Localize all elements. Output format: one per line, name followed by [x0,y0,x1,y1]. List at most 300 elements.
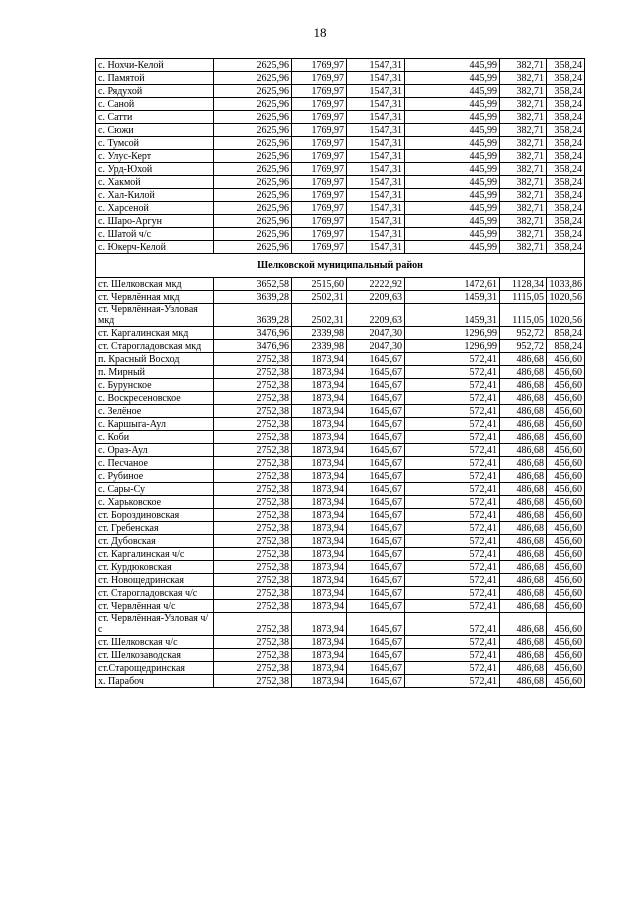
tariff-value-col-4: 1459,31 [405,304,500,327]
table-row [96,431,585,444]
tariff-value-col-4: 572,41 [405,522,500,535]
settlement-name: ст. Каргалинская мкд [96,327,214,340]
table-row [96,561,585,574]
tariff-value-col-1: 2752,38 [214,444,292,457]
tariff-value-col-2: 2502,31 [292,291,347,304]
settlement-name: ст.Старощедринская [96,662,214,675]
tariff-value-col-3: 1645,67 [347,649,405,662]
tariff-value-col-3: 2222,92 [347,278,405,291]
tariff-value-col-6: 456,60 [547,366,585,379]
tariff-value-col-3: 2047,30 [347,340,405,353]
tariff-value-col-4: 572,41 [405,675,500,688]
tariff-value-col-1: 2625,96 [214,150,292,163]
tariff-value-col-3: 1645,67 [347,561,405,574]
tariff-value-col-5: 486,68 [500,636,547,649]
tariff-value-col-4: 572,41 [405,444,500,457]
tariff-value-col-1: 2625,96 [214,241,292,254]
tariff-value-col-2: 1873,94 [292,418,347,431]
tariff-value-col-6: 358,24 [547,98,585,111]
table-row [96,189,585,202]
tariff-value-col-5: 486,68 [500,587,547,600]
tariff-value-col-6: 358,24 [547,111,585,124]
settlement-name: ст. Курдюковская [96,561,214,574]
tariff-value-col-2: 1873,94 [292,548,347,561]
table-row [96,215,585,228]
tariff-value-col-4: 572,41 [405,483,500,496]
tariff-value-col-6: 456,60 [547,561,585,574]
table-row [96,353,585,366]
tariff-value-col-2: 1873,94 [292,379,347,392]
tariff-value-col-3: 1645,67 [347,496,405,509]
tariff-value-col-5: 486,68 [500,418,547,431]
tariff-value-col-3: 1645,67 [347,636,405,649]
tariff-value-col-3: 1645,67 [347,587,405,600]
tariff-value-col-6: 456,60 [547,636,585,649]
tariff-value-col-2: 1873,94 [292,561,347,574]
tariff-value-col-6: 456,60 [547,457,585,470]
tariff-value-col-3: 1645,67 [347,522,405,535]
table-row [96,636,585,649]
tariff-value-col-4: 445,99 [405,59,500,72]
tariff-value-col-1: 2752,38 [214,600,292,613]
settlement-name: с. Рядухой [96,85,214,98]
tariff-value-col-6: 456,60 [547,431,585,444]
tariff-value-col-6: 456,60 [547,379,585,392]
tariff-value-col-5: 486,68 [500,470,547,483]
tariff-value-col-4: 572,41 [405,548,500,561]
tariff-value-col-3: 1645,67 [347,470,405,483]
table-row [96,649,585,662]
settlement-name: с. Зелёное [96,405,214,418]
tariff-value-col-6: 456,60 [547,496,585,509]
tariff-value-col-2: 2502,31 [292,304,347,327]
tariff-value-col-4: 445,99 [405,98,500,111]
tariff-value-col-4: 445,99 [405,215,500,228]
table-row [96,600,585,613]
tariff-value-col-1: 2752,38 [214,662,292,675]
tariff-value-col-3: 1645,67 [347,444,405,457]
settlement-name: с. Юкерч-Келой [96,241,214,254]
tariff-value-col-2: 2339,98 [292,327,347,340]
tariff-value-col-4: 445,99 [405,85,500,98]
tariff-value-col-3: 1547,31 [347,111,405,124]
tariff-value-col-6: 358,24 [547,150,585,163]
tariff-value-col-4: 572,41 [405,535,500,548]
tariff-value-col-3: 1645,67 [347,675,405,688]
tariff-value-col-3: 1547,31 [347,124,405,137]
settlement-name: ст. Червлённая-Узловая мкд [96,304,214,327]
tariff-value-col-6: 358,24 [547,72,585,85]
tariff-value-col-1: 2625,96 [214,59,292,72]
tariff-value-col-1: 2752,38 [214,509,292,522]
tariff-value-col-2: 1769,97 [292,241,347,254]
tariff-value-col-1: 2752,38 [214,405,292,418]
settlement-name: ст. Староглaдовская мкд [96,340,214,353]
tariff-value-col-6: 358,24 [547,124,585,137]
tariff-value-col-3: 1547,31 [347,241,405,254]
tariff-value-col-1: 3476,96 [214,327,292,340]
table-row [96,176,585,189]
tariff-value-col-5: 382,71 [500,189,547,202]
table-row [96,483,585,496]
tariff-value-col-4: 572,41 [405,496,500,509]
tariff-value-col-3: 1547,31 [347,72,405,85]
table-row [96,98,585,111]
tariff-value-col-3: 1547,31 [347,85,405,98]
tariff-value-col-4: 1459,31 [405,291,500,304]
tariff-value-col-1: 3476,96 [214,340,292,353]
tariff-value-col-4: 572,41 [405,600,500,613]
table-row [96,85,585,98]
tariff-value-col-2: 1769,97 [292,137,347,150]
tariff-value-col-6: 456,60 [547,405,585,418]
table-row [96,392,585,405]
tariff-value-col-3: 1645,67 [347,431,405,444]
tariff-value-col-5: 382,71 [500,85,547,98]
tariff-value-col-4: 572,41 [405,587,500,600]
tariff-value-col-5: 382,71 [500,163,547,176]
settlement-name: ст. Новощедринская [96,574,214,587]
tariff-value-col-6: 456,60 [547,392,585,405]
tariff-value-col-1: 2752,38 [214,636,292,649]
tariff-value-col-5: 486,68 [500,509,547,522]
tariff-value-col-6: 456,60 [547,613,585,636]
table-row [96,72,585,85]
tariff-value-col-1: 2625,96 [214,202,292,215]
tariff-value-col-6: 456,60 [547,353,585,366]
settlement-name: х. Парабоч [96,675,214,688]
tariff-value-col-6: 358,24 [547,59,585,72]
tariff-value-col-4: 445,99 [405,163,500,176]
tariff-value-col-3: 1547,31 [347,228,405,241]
settlement-name: с. Воскресеновское [96,392,214,405]
tariff-value-col-6: 456,60 [547,418,585,431]
tariff-value-col-6: 358,24 [547,137,585,150]
tariff-value-col-5: 486,68 [500,405,547,418]
tariff-value-col-1: 2625,96 [214,85,292,98]
tariff-value-col-2: 1873,94 [292,649,347,662]
tariff-value-col-3: 1645,67 [347,535,405,548]
tariff-value-col-2: 1769,97 [292,228,347,241]
tariff-table [95,58,585,688]
tariff-value-col-6: 358,24 [547,85,585,98]
tariff-value-col-5: 382,71 [500,98,547,111]
tariff-value-col-2: 1873,94 [292,470,347,483]
tariff-value-col-6: 1020,56 [547,304,585,327]
settlement-name: с. Харьковское [96,496,214,509]
tariff-value-col-5: 382,71 [500,202,547,215]
tariff-value-col-6: 1020,56 [547,291,585,304]
tariff-value-col-5: 486,68 [500,574,547,587]
tariff-value-col-5: 382,71 [500,176,547,189]
tariff-value-col-2: 1873,94 [292,587,347,600]
tariff-value-col-6: 456,60 [547,675,585,688]
tariff-value-col-2: 1873,94 [292,675,347,688]
table-row [96,548,585,561]
tariff-value-col-5: 486,68 [500,662,547,675]
tariff-value-col-1: 2625,96 [214,176,292,189]
settlement-name: с. Памятой [96,72,214,85]
tariff-value-col-1: 2625,96 [214,98,292,111]
tariff-value-col-1: 3652,58 [214,278,292,291]
tariff-value-col-4: 1296,99 [405,327,500,340]
tariff-value-col-1: 3639,28 [214,291,292,304]
tariff-value-col-3: 1547,31 [347,202,405,215]
table-row [96,137,585,150]
tariff-value-col-3: 1547,31 [347,59,405,72]
tariff-value-col-5: 382,71 [500,150,547,163]
tariff-value-col-3: 1645,67 [347,353,405,366]
tariff-value-col-5: 486,68 [500,444,547,457]
settlement-name: ст. Червлённая ч/с [96,600,214,613]
tariff-value-col-2: 1769,97 [292,111,347,124]
tariff-value-col-1: 2625,96 [214,137,292,150]
tariff-value-col-6: 456,60 [547,509,585,522]
tariff-value-col-1: 2752,38 [214,535,292,548]
tariff-value-col-2: 1873,94 [292,457,347,470]
tariff-value-col-1: 2752,38 [214,457,292,470]
tariff-value-col-3: 1547,31 [347,215,405,228]
tariff-value-col-3: 1547,31 [347,137,405,150]
tariff-value-col-3: 1645,67 [347,613,405,636]
section-title: Шелковской муниципальный район [96,254,585,278]
tariff-value-col-6: 858,24 [547,327,585,340]
table-row [96,304,585,327]
tariff-value-col-1: 2752,38 [214,548,292,561]
tariff-value-col-1: 2752,38 [214,392,292,405]
tariff-value-col-1: 2752,38 [214,431,292,444]
tariff-value-col-5: 382,71 [500,59,547,72]
tariff-value-col-4: 572,41 [405,636,500,649]
tariff-value-col-3: 1645,67 [347,600,405,613]
tariff-value-col-5: 382,71 [500,228,547,241]
table-row [96,327,585,340]
table-row [96,405,585,418]
tariff-value-col-3: 2209,63 [347,291,405,304]
tariff-value-col-1: 2752,38 [214,366,292,379]
tariff-value-col-5: 486,68 [500,548,547,561]
tariff-value-col-6: 1033,86 [547,278,585,291]
tariff-value-col-4: 445,99 [405,241,500,254]
tariff-value-col-1: 2752,38 [214,496,292,509]
tariff-value-col-5: 952,72 [500,340,547,353]
tariff-value-col-2: 1873,94 [292,535,347,548]
settlement-name: с. Рубиное [96,470,214,483]
tariff-value-col-1: 2752,38 [214,587,292,600]
tariff-value-col-2: 1873,94 [292,496,347,509]
tariff-value-col-1: 2752,38 [214,675,292,688]
tariff-value-col-2: 1769,97 [292,150,347,163]
tariff-value-col-2: 1769,97 [292,72,347,85]
table-row [96,675,585,688]
tariff-value-col-6: 456,60 [547,600,585,613]
table-row [96,522,585,535]
settlement-name: ст. Гребенская [96,522,214,535]
tariff-value-col-4: 572,41 [405,509,500,522]
settlement-name: с. Шаро-Аргун [96,215,214,228]
table-row [96,340,585,353]
settlement-name: с. Коби [96,431,214,444]
tariff-value-col-4: 445,99 [405,150,500,163]
tariff-value-col-2: 2339,98 [292,340,347,353]
settlement-name: с. Песчаное [96,457,214,470]
settlement-name: с. Хакмой [96,176,214,189]
table-row [96,241,585,254]
table-row [96,509,585,522]
tariff-value-col-3: 1645,67 [347,379,405,392]
tariff-value-col-3: 1645,67 [347,392,405,405]
tariff-value-col-2: 1873,94 [292,405,347,418]
tariff-value-col-2: 1873,94 [292,444,347,457]
tariff-value-col-6: 456,60 [547,649,585,662]
settlement-name: с. Ораз-Аул [96,444,214,457]
table-row [96,124,585,137]
tariff-value-col-5: 1128,34 [500,278,547,291]
settlement-name: с. Саной [96,98,214,111]
tariff-value-col-2: 1769,97 [292,85,347,98]
table-row [96,291,585,304]
settlement-name: ст. Шелковская мкд [96,278,214,291]
tariff-value-col-5: 382,71 [500,137,547,150]
tariff-value-col-1: 2752,38 [214,379,292,392]
settlement-name: с. Сары-Су [96,483,214,496]
table-row [96,418,585,431]
tariff-value-col-1: 2752,38 [214,649,292,662]
tariff-value-col-1: 2625,96 [214,228,292,241]
tariff-value-col-1: 2625,96 [214,111,292,124]
tariff-value-col-2: 1873,94 [292,636,347,649]
tariff-value-col-5: 486,68 [500,483,547,496]
tariff-value-col-3: 1645,67 [347,457,405,470]
tariff-value-col-3: 1547,31 [347,150,405,163]
tariff-value-col-1: 2752,38 [214,522,292,535]
tariff-value-col-3: 1645,67 [347,418,405,431]
settlement-name: с. Урд-Юхой [96,163,214,176]
tariff-value-col-4: 572,41 [405,457,500,470]
tariff-value-col-5: 486,68 [500,522,547,535]
tariff-value-col-4: 445,99 [405,189,500,202]
settlement-name: с. Харсеной [96,202,214,215]
tariff-value-col-5: 382,71 [500,215,547,228]
tariff-value-col-1: 2625,96 [214,124,292,137]
settlement-name: с. Шатой ч/с [96,228,214,241]
tariff-value-col-5: 486,68 [500,379,547,392]
tariff-value-col-1: 2752,38 [214,470,292,483]
tariff-value-col-2: 1769,97 [292,163,347,176]
tariff-value-col-2: 1769,97 [292,124,347,137]
table-row [96,662,585,675]
tariff-value-col-1: 2752,38 [214,483,292,496]
tariff-value-col-4: 572,41 [405,574,500,587]
tariff-value-col-6: 358,24 [547,202,585,215]
tariff-value-col-5: 952,72 [500,327,547,340]
tariff-value-col-2: 1873,94 [292,600,347,613]
settlement-name: ст. Червлённая-Узловая ч/с [96,613,214,636]
page-number: 18 [313,25,327,40]
settlement-name: ст. Шелкозаводская [96,649,214,662]
tariff-value-col-5: 486,68 [500,431,547,444]
tariff-value-col-2: 1873,94 [292,522,347,535]
tariff-value-col-1: 2752,38 [214,561,292,574]
tariff-value-col-4: 572,41 [405,418,500,431]
tariff-value-col-4: 445,99 [405,111,500,124]
section-header-row [96,254,585,278]
tariff-value-col-3: 1645,67 [347,366,405,379]
settlement-name: ст. Червлённая мкд [96,291,214,304]
tariff-value-col-4: 572,41 [405,392,500,405]
tariff-value-col-5: 1115,05 [500,304,547,327]
tariff-value-col-2: 1873,94 [292,353,347,366]
tariff-value-col-4: 572,41 [405,366,500,379]
tariff-value-col-1: 3639,28 [214,304,292,327]
tariff-value-col-4: 445,99 [405,202,500,215]
tariff-value-col-2: 1873,94 [292,431,347,444]
tariff-value-col-6: 456,60 [547,574,585,587]
tariff-value-col-2: 1873,94 [292,509,347,522]
tariff-value-col-1: 2625,96 [214,163,292,176]
table-row [96,366,585,379]
tariff-value-col-4: 445,99 [405,176,500,189]
tariff-value-col-4: 445,99 [405,72,500,85]
tariff-value-col-5: 486,68 [500,496,547,509]
tariff-value-col-3: 1547,31 [347,176,405,189]
tariff-value-col-2: 1873,94 [292,392,347,405]
tariff-value-col-4: 572,41 [405,649,500,662]
tariff-value-col-2: 1873,94 [292,366,347,379]
tariff-value-col-3: 1645,67 [347,509,405,522]
tariff-value-col-2: 1873,94 [292,574,347,587]
tariff-value-col-3: 2209,63 [347,304,405,327]
tariff-value-col-4: 572,41 [405,662,500,675]
tariff-value-col-4: 572,41 [405,470,500,483]
settlement-name: с. Нохчи-Келой [96,59,214,72]
tariff-value-col-6: 358,24 [547,176,585,189]
settlement-name: с. Бурунское [96,379,214,392]
tariff-value-col-3: 1645,67 [347,662,405,675]
table-row [96,574,585,587]
tariff-value-col-5: 382,71 [500,111,547,124]
tariff-value-col-6: 456,60 [547,522,585,535]
table-row [96,535,585,548]
tariff-value-col-4: 572,41 [405,613,500,636]
tariff-value-col-6: 456,60 [547,470,585,483]
settlement-name: с. Каршыга-Аул [96,418,214,431]
table-row [96,59,585,72]
tariff-value-col-5: 486,68 [500,353,547,366]
tariff-value-col-4: 572,41 [405,379,500,392]
table-row [96,379,585,392]
tariff-value-col-5: 382,71 [500,72,547,85]
settlement-name: с. Сатти [96,111,214,124]
table-row [96,202,585,215]
tariff-value-col-5: 486,68 [500,649,547,662]
tariff-value-col-4: 572,41 [405,431,500,444]
tariff-value-col-5: 486,68 [500,600,547,613]
tariff-value-col-2: 1873,94 [292,483,347,496]
settlement-name: ст. Бороздиновская [96,509,214,522]
tariff-value-col-6: 358,24 [547,241,585,254]
settlement-name: с. Сюжи [96,124,214,137]
tariff-value-col-5: 486,68 [500,675,547,688]
tariff-value-col-6: 456,60 [547,548,585,561]
tariff-value-col-6: 858,24 [547,340,585,353]
tariff-value-col-1: 2752,38 [214,574,292,587]
settlement-name: п. Мирный [96,366,214,379]
tariff-value-col-4: 572,41 [405,353,500,366]
tariff-value-col-5: 382,71 [500,241,547,254]
settlement-name: ст. Староглaдовская ч/с [96,587,214,600]
tariff-value-col-4: 572,41 [405,561,500,574]
